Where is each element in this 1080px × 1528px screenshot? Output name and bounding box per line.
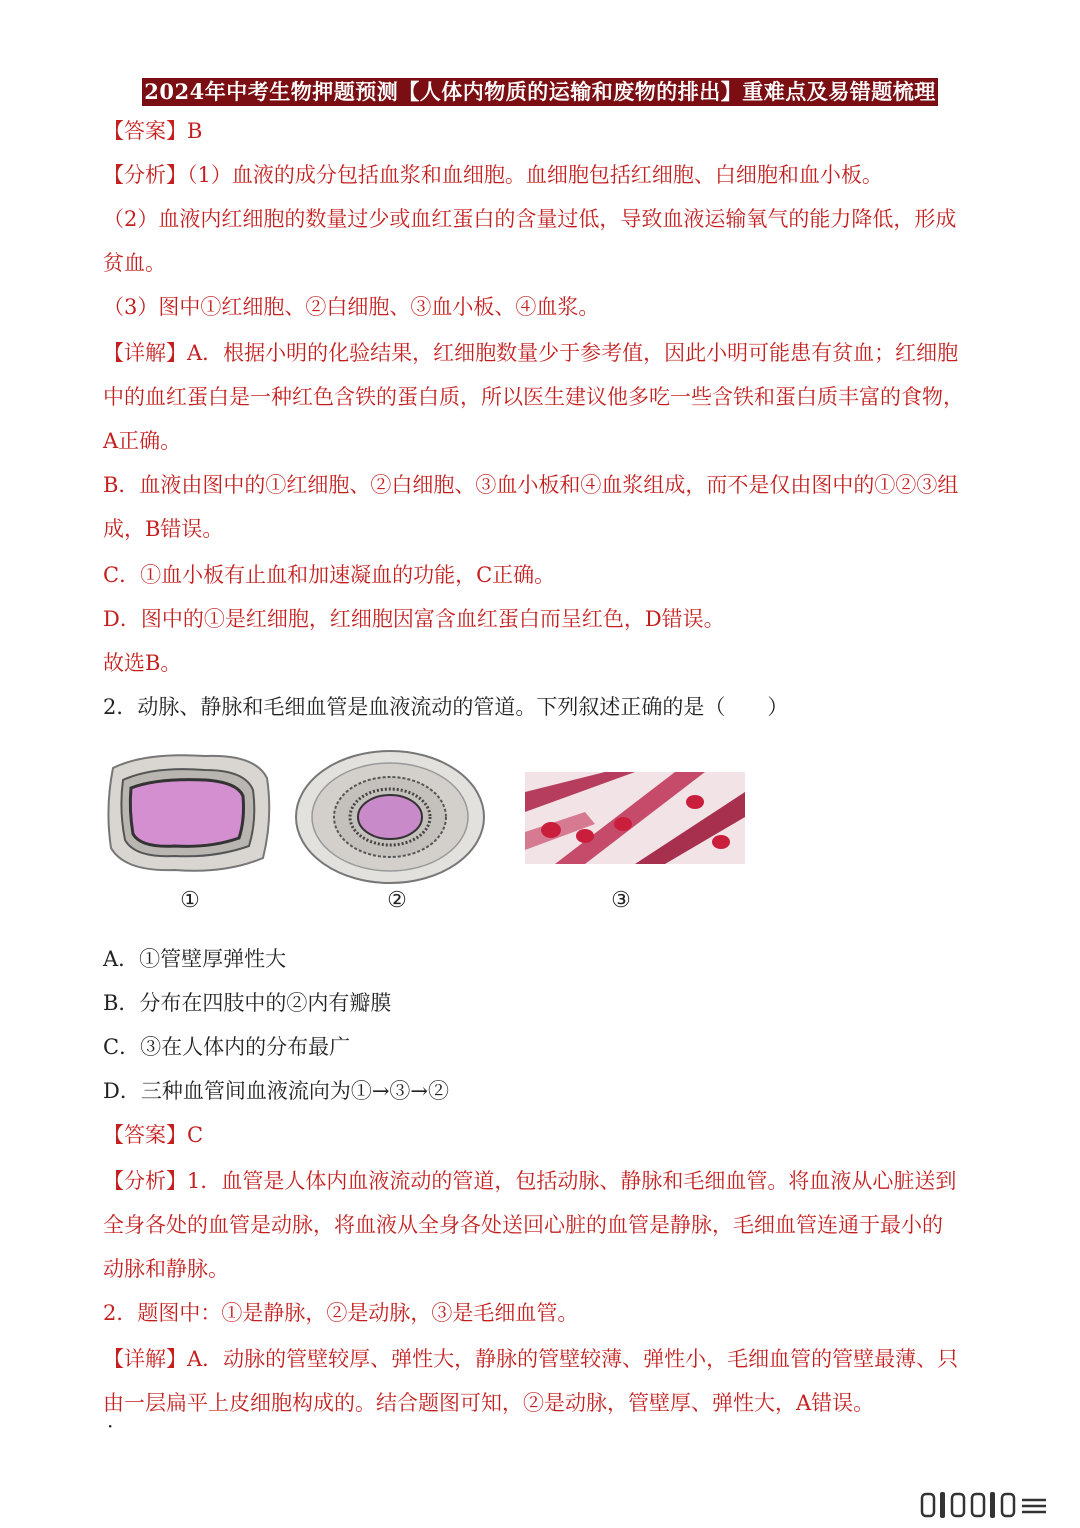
q1-detail-d: D．图中的①是红细胞，红细胞因富含血红蛋白而呈红色，D错误。: [103, 607, 725, 631]
q1-detail-c: C．①血小板有止血和加速凝血的功能，C正确。: [103, 563, 556, 587]
q1-detail-a1: 【详解】A．根据小明的化验结果，红细胞数量少于参考值，因此小明可能患有贫血；红细胞: [103, 341, 959, 365]
q1-conclusion: 故选B。: [103, 651, 182, 675]
bullet-dot: ·: [107, 1414, 114, 1438]
q2-option-c: C．③在人体内的分布最广: [103, 1035, 351, 1059]
q2-analysis-1c: 动脉和静脉。: [103, 1257, 229, 1281]
q2-detail-2: 由一层扁平上皮细胞构成的。结合题图可知，②是动脉，管壁厚、弹性大，A错误。: [103, 1391, 875, 1415]
q1-analysis-1: 【分析】（1）血液的成分包括血浆和血细胞。血细胞包括红细胞、白细胞和血小板。: [103, 163, 883, 187]
q2-option-a: A．①管壁厚弹性大: [103, 947, 287, 971]
q2-answer: 【答案】C: [103, 1123, 204, 1147]
figure-label-3: ③: [611, 888, 631, 913]
capillary-micrograph-image: [525, 772, 745, 864]
q1-detail-b1: B．血液由图中的①红细胞、②白细胞、③血小板和④血浆组成，而不是仅由图中的①②③组: [103, 473, 959, 497]
q1-answer: 【答案】B: [103, 119, 203, 143]
q1-detail-a2: 中的血红蛋白是一种红色含铁的蛋白质，所以医生建议他多吃一些含铁和蛋白质丰富的食物，: [103, 385, 964, 409]
page-title: 2024年中考生物押题预测【人体内物质的运输和废物的排出】重难点及易错题梳理: [142, 78, 938, 106]
q2-option-d: D．三种血管间血液流向为①→③→②: [103, 1079, 450, 1103]
q1-analysis-3: （3）图中①红细胞、②白细胞、③血小板、④血浆。: [103, 295, 600, 319]
q2-analysis-1a: 【分析】1．血管是人体内血液流动的管道，包括动脉、静脉和毛细血管。将血液从心脏送到: [103, 1169, 957, 1193]
watermark-icon: [920, 1490, 1050, 1520]
q2-question: 2．动脉、静脉和毛细血管是血液流动的管道。下列叙述正确的是（ ）: [103, 695, 789, 719]
vein-cross-section-image: [105, 748, 273, 876]
blood-vessel-figures: [105, 748, 745, 918]
artery-cross-section-image: [293, 748, 487, 886]
q2-option-b: B．分布在四肢中的②内有瓣膜: [103, 991, 392, 1015]
figure-label-2: ②: [387, 888, 407, 913]
q2-analysis-2: 2．题图中：①是静脉，②是动脉，③是毛细血管。: [103, 1301, 579, 1325]
q2-detail-1: 【详解】A．动脉的管壁较厚、弹性大，静脉的管壁较薄、弹性小，毛细血管的管壁最薄、只: [103, 1347, 959, 1371]
q1-detail-a3: A正确。: [103, 429, 182, 453]
q1-analysis-2b: 贫血。: [103, 251, 166, 275]
figure-label-1: ①: [180, 888, 200, 913]
q2-analysis-1b: 全身各处的血管是动脉，将血液从全身各处送回心脏的血管是静脉，毛细血管连通于最小的: [103, 1213, 943, 1237]
q1-analysis-2a: （2）血液内红细胞的数量过少或血红蛋白的含量过低，导致血液运输氧气的能力降低，形成: [103, 207, 957, 231]
q1-detail-b2: 成，B错误。: [103, 517, 224, 541]
